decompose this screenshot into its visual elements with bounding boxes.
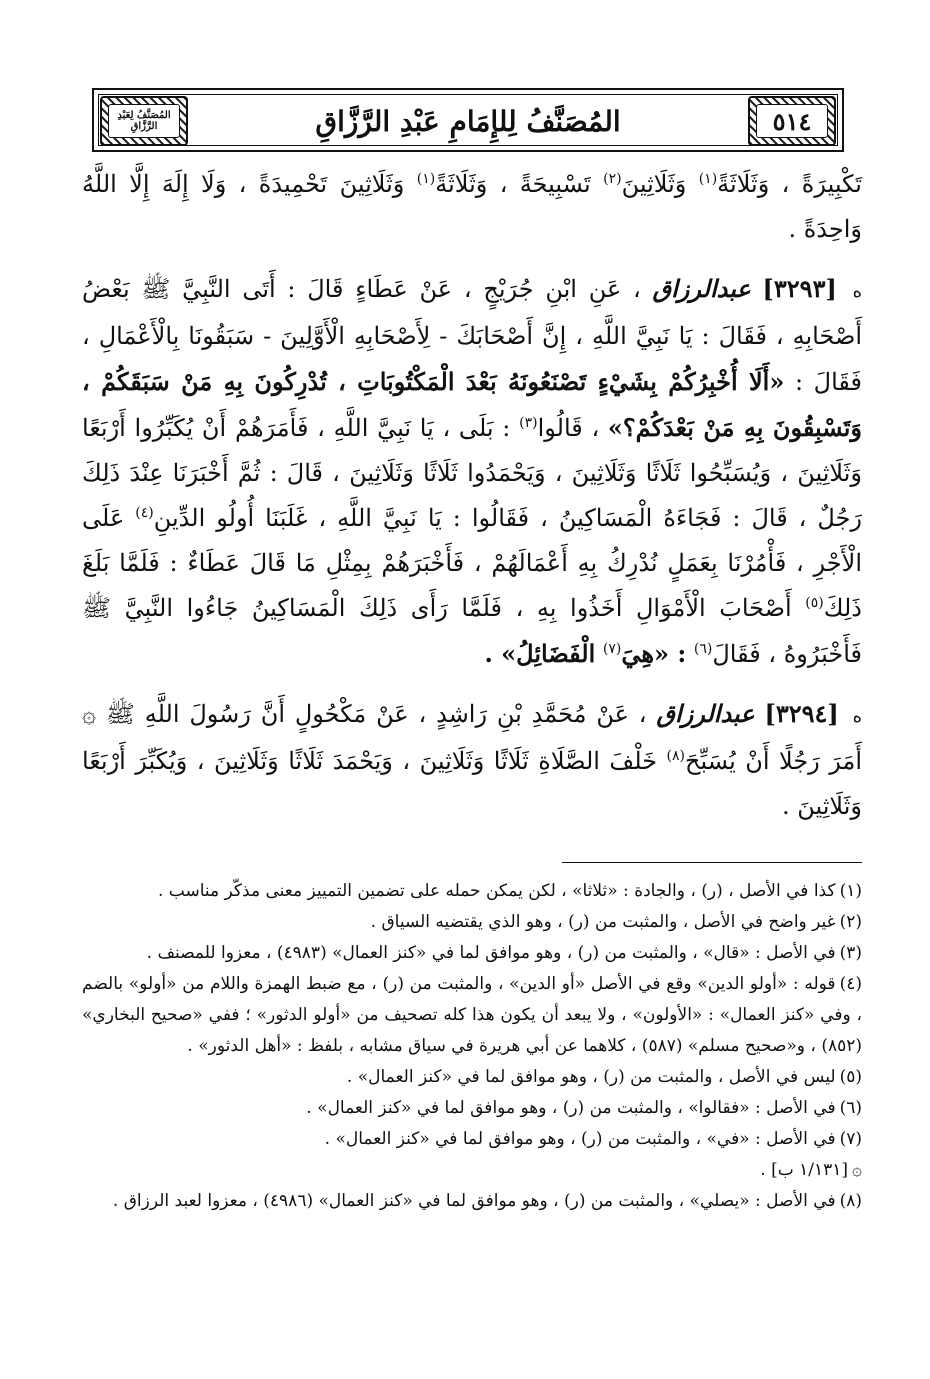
hadith-marker-icon: ه — [852, 706, 863, 727]
footnote-ref: (٣) — [519, 415, 538, 431]
text-span: أَصْحَابَ الْأَمْوَالِ أَخَذُوا بِهِ ، فَلَمَّا رَأَى ذَلِكَ الْمَسَاكِينُ جَاءُوا النَّبِيَّ ﷺ فَأَخْبَرُوهُ ، فَقَالَ — [82, 594, 862, 668]
footnote-text: في الأصل : «في» ، والمثبت من (ر) ، وهو موافق لما في «كنز العمال» . — [324, 1129, 836, 1149]
text-span: ، عَنِ ابْنِ جُرَيْجٍ ، عَنْ عَطَاءٍ قَالَ : أَتَى النَّبِيَّ ﷺ بَعْضُ أَصْحَابِهِ ، فَقَالَ : يَا نَبِيَّ اللَّهِ ، إِنَّ أَصْحَابَكَ - لِأَصْحَابِهِ الْأَوَّلِينَ - سَبَقُونَا بِالْأَعْمَالِ ، فَقَالَ : — [82, 275, 862, 396]
footnote-text: في الأصل : «يصلي» ، والمثبت من (ر) ، وهو موافق لما في «كنز العمال» (٤٩٨٦) ، معزوا لعبد الرزاق . — [112, 1191, 836, 1211]
footnote-ref: (٤) — [135, 505, 154, 521]
footnote-separator — [562, 862, 862, 863]
text-span: وَثَلَاثِينَ تَحْمِيدَةً ، وَلَا إِلَهَ إِلَّا اللَّهُ وَاحِدَةً . — [82, 170, 862, 243]
text-span: وَثَلَاثِينَ — [621, 170, 687, 198]
footnote-label: (١) — [839, 881, 862, 901]
text-span: أَمَرَ رَجُلًا أَنْ يُسَبِّحَ — [684, 747, 862, 775]
footnote-ref: (٨) — [666, 748, 685, 764]
hadith-number: [٣٢٩٤] — [764, 699, 839, 728]
header-ornament-right — [748, 96, 836, 146]
folio-mark-icon: ۞ — [82, 700, 97, 728]
footnote-label: (٧) — [839, 1129, 862, 1149]
hadith-author: عبدالرزاق — [652, 274, 751, 303]
text-span: تَكْبِيرَةً ، وَثَلَاثَةً — [717, 170, 862, 198]
footnote-text: غير واضح في الأصل ، والمثبت من (ر) ، وهو الذي يقتضيه السياق . — [370, 912, 836, 932]
text-span: : بَلَى ، يَا نَبِيَّ اللَّهِ ، فَأَمَرَهُمْ أَنْ يُكَبِّرُوا أَرْبَعًا وَثَلَاثِينَ ، وَيُسَبِّحُوا ثَلَاثًا وَثَلَاثِينَ ، وَيَحْمَدُوا ثَلَاثًا وَثَلَاثِينَ ، قَالَ : ثُمَّ أَخْبَرَنَا عِنْدَ ذَلِكَ رَجُلٌ ، قَالَ : فَجَاءَهُ الْمَسَاكِينُ ، فَقَالُوا : يَا نَبِيَّ اللَّهِ ، غَلَبَنَا أُولُو الدِّينِ — [82, 414, 863, 532]
footnote-label: (٥) — [839, 1067, 862, 1087]
footnote-5 — [82, 1062, 862, 1093]
footnote-text: في الأصل : «فقالوا» ، والمثبت من (ر) ، وهو موافق لما في «كنز العمال» . — [306, 1098, 836, 1118]
footnote-text: ليس في الأصل ، والمثبت من (ر) ، وهو موافق لما في «كنز العمال» . — [346, 1067, 836, 1087]
footnote-text: [١/١٣١ ب] . — [760, 1160, 849, 1180]
footnote-label: (٣) — [839, 943, 862, 963]
folio-mark-icon: ۞ — [852, 1160, 862, 1180]
hadith-number: [٣٢٩٣] — [762, 274, 837, 303]
page-header — [92, 88, 844, 152]
footnote-label: (٢) — [839, 912, 862, 932]
prophet-quote: «أَلَا أُخْبِرُكُمْ بِشَيْءٍ تَصْنَعُونَهُ بَعْدَ الْمَكْتُوبَاتِ ، تُدْرِكُونَ بِهِ مَنْ سَبَقَكُمْ ، وَتَسْبِقُونَ بِهِ مَنْ بَعْدَكُمْ؟» — [82, 367, 862, 442]
footnote-ref: (٦) — [693, 641, 713, 657]
footnote-4 — [82, 969, 862, 1062]
text-span: تَسْبِيحَةً ، وَثَلَاثَةً — [435, 170, 591, 198]
hadith-author: عبدالرزاق — [656, 699, 755, 728]
footnote-2 — [82, 907, 862, 938]
footnote-6 — [82, 1093, 862, 1124]
footnote-text: كذا في الأصل ، (ر) ، والجادة : «ثلاثا» ، لكن يمكن حمله على تضمين التمييز معنى مذكّر مناسب . — [157, 881, 836, 901]
ornament-label: المُصَنَّفُ لِعَبْدِ الرَّزَّاقِ — [108, 104, 180, 138]
footnote-7 — [82, 1124, 862, 1155]
footnote-1 — [82, 876, 862, 907]
footnote-ref: (١) — [698, 171, 718, 187]
hadith-3294 — [82, 691, 862, 829]
footnote-ref: (٧) — [602, 641, 622, 657]
book-title: المُصَنَّفُ لِلإِمَامِ عَبْدِ الرَّزَّاقِ — [315, 104, 621, 138]
footnote-ref: (٥) — [805, 595, 824, 611]
footnote-label: (٤) — [839, 974, 862, 994]
footnote-label: (٦) — [839, 1098, 862, 1118]
intro-paragraph — [82, 162, 862, 252]
footnote-ref: (١) — [416, 171, 436, 187]
footnotes — [82, 876, 862, 1217]
footnote-text: في الأصل : «قال» ، والمثبت من (ر) ، وهو موافق لما في «كنز العمال» (٤٩٨٣) ، معزوا للمصنف . — [146, 943, 836, 963]
prophet-quote: الْفَضَائِلُ» . — [484, 639, 596, 668]
prophet-quote: : «هِيَ — [621, 639, 687, 668]
text-span: خَلْفَ الصَّلَاةِ ثَلَاثًا وَثَلَاثِينَ ، وَيَحْمَدَ ثَلَاثًا وَثَلَاثِينَ ، وَيُكَبِّرَ أَرْبَعًا وَثَلَاثِينَ . — [82, 747, 862, 820]
text-span: ، قَالُوا — [537, 414, 600, 442]
footnote-text: قوله : «أولو الدين» وقع في الأصل «أو الدين» ، والمثبت من (ر) ، مع ضبط الهمزة واللام من «أولو» بالضم ، وفي «كنز العمال» : «الأولون» ، ولا يبعد أن يكون هذا كله تصحيف من «أولو الدثور» ؛ ففي «صحيح البخاري» (٨٥٢) ، و«صحيح مسلم» (٥٨٧) ، كلاهما عن أبي هريرة في سياق مشابه ، بلفظ : «أهل الدثور» . — [82, 974, 862, 1056]
footnote-8 — [82, 1186, 862, 1217]
text-span: ، عَنْ مُحَمَّدِ بْنِ رَاشِدٍ ، عَنْ مَكْحُولٍ أَنَّ رَسُولَ اللَّهِ ﷺ — [105, 700, 647, 728]
header-ornament-left — [100, 96, 188, 146]
hadith-marker-icon: ه — [852, 281, 862, 302]
main-text — [82, 162, 862, 829]
footnote-label: (٨) — [839, 1191, 862, 1211]
page-number: ٥١٤ — [756, 104, 828, 138]
text-span: عَلَى الْأَجْرِ ، فَأْمُرْنَا بِعَمَلٍ نُدْرِكُ بِهِ أَعْمَالَهُمْ ، فَأَخْبَرَهُمْ بِمِثْلِ مَا قَالَ عَطَاءٌ : فَلَمَّا بَلَغَ ذَلِكَ — [82, 504, 862, 622]
footnote-3 — [82, 938, 862, 969]
folio-note — [82, 1155, 862, 1186]
hadith-3293 — [82, 266, 862, 677]
footnote-ref: (٢) — [603, 171, 622, 187]
